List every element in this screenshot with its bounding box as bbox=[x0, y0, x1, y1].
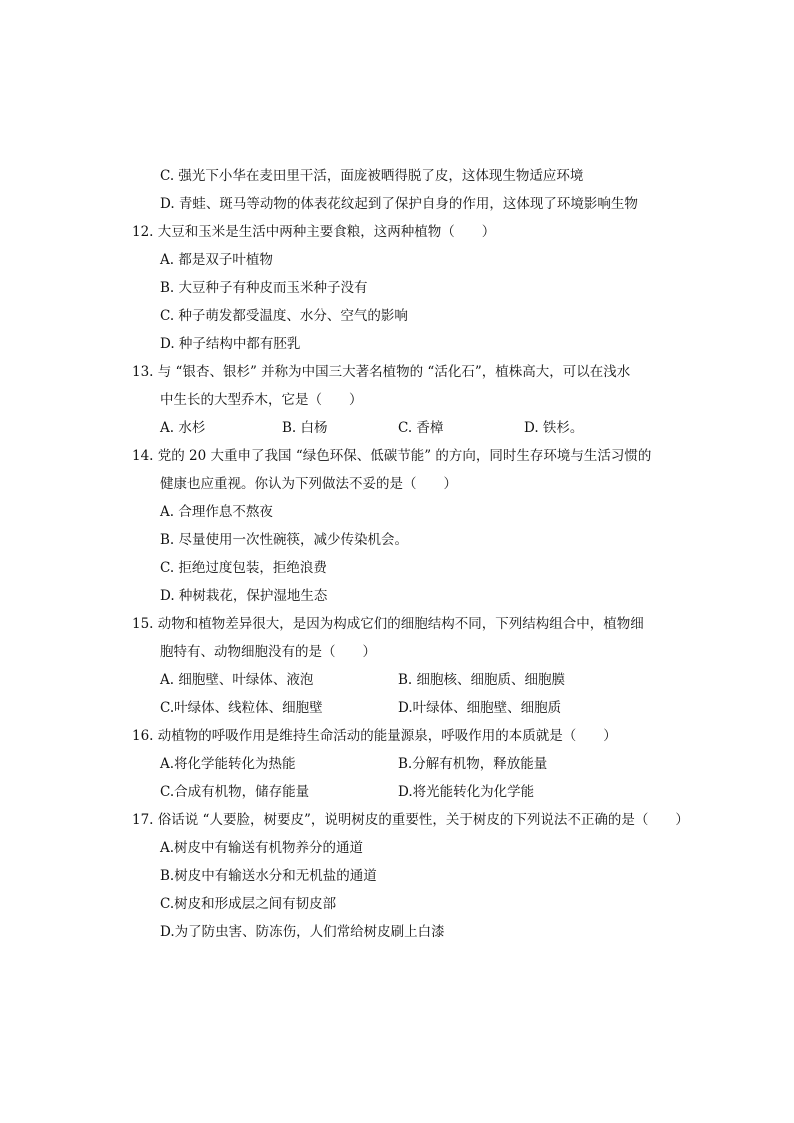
q13-option-d: D. 铁杉。 bbox=[524, 420, 584, 436]
q15-option-c: C.叶绿体、线粒体、细胞壁 bbox=[160, 700, 323, 716]
q17-option-c: C.树皮和形成层之间有韧皮部 bbox=[160, 896, 337, 912]
q17-stem: 17. 俗话说 “人要脸，树要皮”，说明树皮的重要性，关于树皮的下列说法不正确的是（ ） bbox=[132, 812, 689, 828]
q15-stem-line1: 15. 动物和植物差异很大，是因为构成它们的细胞结构不同，下列结构组合中，植物细 bbox=[132, 616, 644, 632]
q15-option-d: D.叶绿体、细胞壁、细胞质 bbox=[398, 700, 562, 716]
q11-option-c: C. 强光下小华在麦田里干活，面庞被晒得脱了皮，这体现生物适应环境 bbox=[160, 168, 584, 184]
q17-option-a: A.树皮中有输送有机物养分的通道 bbox=[160, 840, 364, 856]
q12-option-d: D. 种子结构中都有胚乳 bbox=[160, 336, 301, 352]
q12-option-c: C. 种子萌发都受温度、水分、空气的影响 bbox=[160, 308, 408, 324]
q13-option-c: C. 香樟 bbox=[398, 420, 444, 436]
q14-option-b: B. 尽量使用一次性碗筷，减少传染机会。 bbox=[160, 532, 409, 548]
q13-stem-line1: 13. 与 “银杏、银杉” 并称为中国三大著名植物的 “活化石”，植株高大，可以在浅水 bbox=[132, 364, 631, 380]
q12-option-a: A. 都是双子叶植物 bbox=[160, 252, 273, 268]
q12-stem: 12. 大豆和玉米是生活中两种主要食粮，这两种植物（ ） bbox=[132, 224, 496, 240]
q14-stem-line1: 14. 党的 20 大重申了我国 “绿色环保、低碳节能” 的方向，同时生存环境与生活习惯的 bbox=[132, 448, 652, 464]
q14-option-d: D. 种树栽花，保护湿地生态 bbox=[160, 588, 328, 604]
q14-option-a: A. 合理作息不熬夜 bbox=[160, 504, 273, 520]
q17-option-b: B.树皮中有输送水分和无机盐的通道 bbox=[160, 868, 377, 884]
q16-option-a: A.将化学能转化为热能 bbox=[160, 756, 296, 772]
q14-stem-line2: 健康也应重视。你认为下列做法不妥的是（ ） bbox=[160, 476, 457, 492]
q13-option-a: A. 水杉 bbox=[160, 420, 206, 436]
q15-option-a: A. 细胞壁、叶绿体、液泡 bbox=[160, 672, 314, 688]
q16-option-b: B.分解有机物，释放能量 bbox=[398, 756, 548, 772]
q15-stem-line2: 胞特有、动物细胞没有的是（ ） bbox=[160, 644, 376, 660]
q12-option-b: B. 大豆种子有种皮而玉米种子没有 bbox=[160, 280, 368, 296]
q11-option-d: D. 青蛙、斑马等动物的体表花纹起到了保护自身的作用，这体现了环境影响生物 bbox=[160, 196, 638, 212]
q17-option-d: D.为了防虫害、防冻伤，人们常给树皮刷上白漆 bbox=[160, 924, 445, 940]
q14-option-c: C. 拒绝过度包装，拒绝浪费 bbox=[160, 560, 327, 576]
q15-option-b: B. 细胞核、细胞质、细胞膜 bbox=[398, 672, 566, 688]
q13-option-b: B. 白杨 bbox=[282, 420, 328, 436]
q16-option-c: C.合成有机物，储存能量 bbox=[160, 784, 310, 800]
q13-stem-line2: 中生长的大型乔木，它是（ ） bbox=[160, 392, 363, 408]
q16-option-d: D.将光能转化为化学能 bbox=[398, 784, 535, 800]
q16-stem: 16. 动植物的呼吸作用是维持生命活动的能量源泉，呼吸作用的本质就是（ ） bbox=[132, 728, 617, 744]
